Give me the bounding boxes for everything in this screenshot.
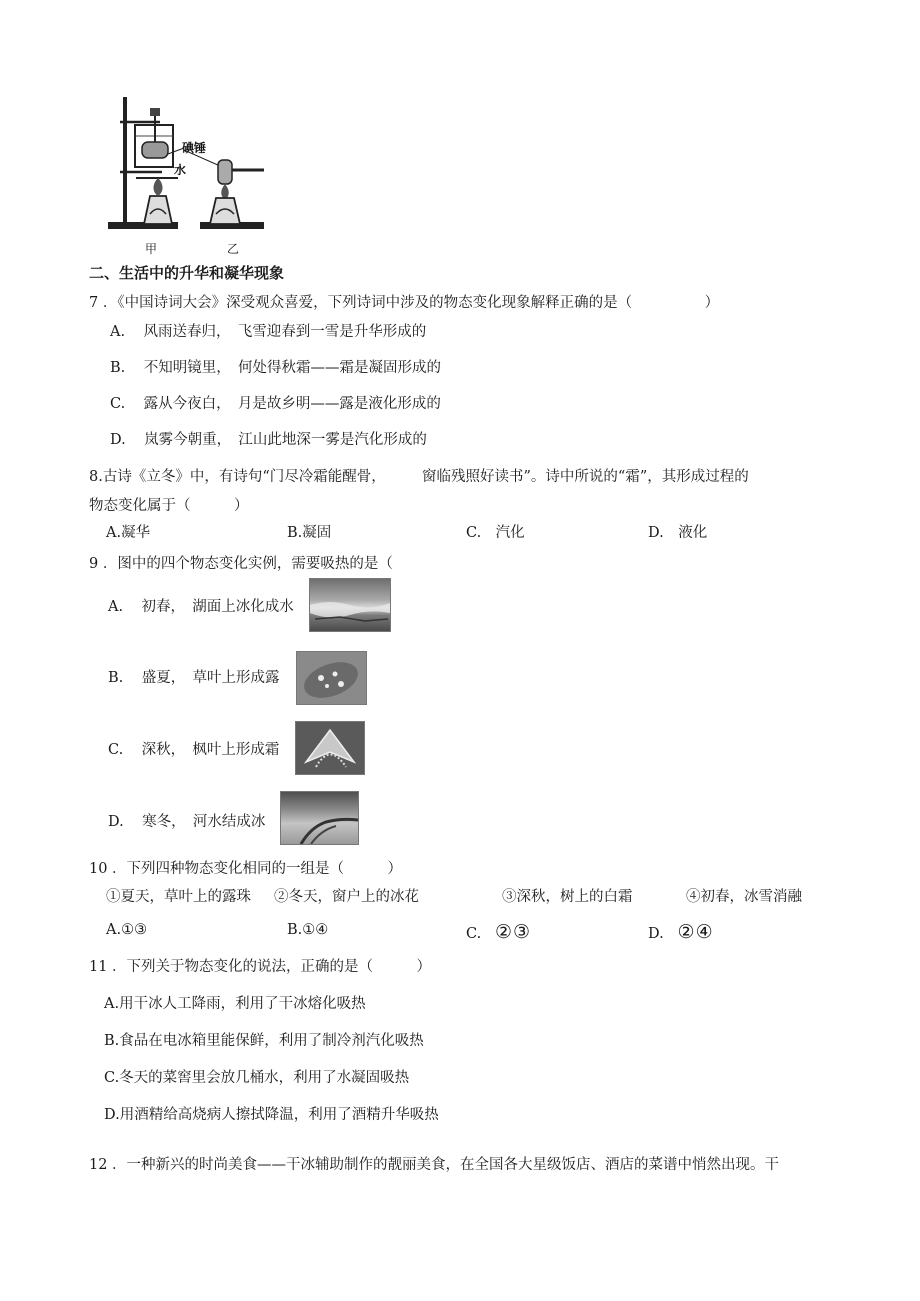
- q9-option-a-text: 初春， 湖面上冰化成水: [141, 599, 294, 615]
- q10-option-d-text: ②④: [677, 921, 714, 943]
- label-iodine-hammer: 碘锤: [182, 141, 207, 155]
- q8-option-b: B.凝固: [287, 525, 332, 541]
- q7-option-a-letter: A.: [110, 324, 126, 340]
- figure-caption-yi: 乙: [227, 242, 240, 256]
- q7-option-a: [110, 320, 426, 341]
- q10-option-b-text: ①④: [302, 922, 329, 938]
- q8-stem-line1: 8.古诗《立冬》中，有诗句“门尽冷霜能醒骨， 窗临残照好读书”。诗中所说的“霜”，其形成过程的: [89, 469, 749, 485]
- q10-item-4: ④初春，冰雪消融: [686, 889, 802, 905]
- q11-option-b: B.食品在电冰箱里能保鲜，利用了制冷剂汽化吸热: [104, 1033, 424, 1049]
- q10-item-1: ①夏天，草叶上的露珠: [106, 889, 251, 905]
- q10-item-2: ②冬天，窗户上的冰花: [274, 889, 419, 905]
- iodine-hammer-apparatus-figure: [100, 92, 280, 252]
- q12-stem: 12 ．一种新兴的时尚美食——干冰辅助制作的靓丽美食，在全国各大星级饭店、酒店的菜谱中悄然出现。干: [89, 1157, 780, 1173]
- q9-option-c: [108, 738, 279, 759]
- dew-leaf-graphic: [297, 652, 366, 704]
- q7-option-c-text: 露从今夜白， 月是故乡明——露是液化形成的: [143, 396, 441, 412]
- q9-image-dew-on-leaf: [296, 651, 367, 705]
- q9-option-d-letter: D.: [108, 814, 124, 830]
- q9-option-b-text: 盛夏， 草叶上形成露: [141, 670, 280, 686]
- q9-option-a: [108, 595, 294, 616]
- q9-option-a-letter: A.: [108, 599, 124, 615]
- q9-option-d-text: 寒冬， 河水结成冰: [142, 814, 266, 830]
- q11-option-a: A.用干冰人工降雨，利用了干冰熔化吸热: [104, 996, 366, 1012]
- q9-option-c-letter: C.: [108, 742, 124, 758]
- q10-option-d-letter: D.: [648, 926, 664, 942]
- q7-option-d-letter: D.: [110, 432, 126, 448]
- q10-option-b-letter: B.: [287, 922, 303, 938]
- q7-option-b-text: 不知明镜里， 何处得秋霜——霜是凝固形成的: [143, 360, 441, 376]
- q9-image-lake-ice-melting: [309, 578, 391, 632]
- q10-item-3: ③深秋，树上的白霜: [502, 889, 633, 905]
- q9-image-frozen-river: [280, 791, 359, 845]
- q10-option-d: [648, 920, 714, 943]
- q8-option-a: A.凝华: [106, 525, 151, 541]
- q11-option-c: C.冬天的菜窖里会放几桶水，利用了水凝固吸热: [104, 1070, 410, 1086]
- q9-option-b-letter: B.: [108, 670, 124, 686]
- q10-option-c-letter: C.: [466, 926, 482, 942]
- q7-option-c: [110, 392, 441, 413]
- frost-leaf-graphic: [296, 722, 364, 774]
- q10-stem: 10 ．下列四种物态变化相同的一组是（ ）: [89, 861, 403, 877]
- frozen-river-graphic: [281, 792, 358, 844]
- q7-option-a-text: 风雨送春归， 飞雪迎春到一雪是升华形成的: [143, 324, 427, 340]
- figure-caption-jia: 甲: [145, 242, 158, 256]
- q9-image-frost-on-maple-leaf: [295, 721, 365, 775]
- q7-option-d: [110, 428, 427, 449]
- q9-stem: 9 ．图中的四个物态变化实例，需要吸热的是（: [89, 556, 393, 572]
- q10-option-a-text: ①③: [121, 922, 148, 938]
- q9-option-d: [108, 810, 265, 831]
- q7-option-c-letter: C.: [110, 396, 126, 412]
- q9-option-c-text: 深秋， 枫叶上形成霜: [141, 742, 280, 758]
- q8-option-c: C. 汽化: [466, 525, 525, 541]
- q11-option-d: D.用酒精给高烧病人擦拭降温，利用了酒精升华吸热: [104, 1107, 439, 1123]
- section-title: 二、生活中的升华和凝华现象: [89, 264, 285, 282]
- q8-stem-line2: 物态变化属于（ ）: [89, 498, 249, 514]
- q11-stem: 11 ．下列关于物态变化的说法，正确的是（ ）: [89, 959, 432, 975]
- q9-option-b: [108, 666, 279, 687]
- label-water: 水: [174, 163, 187, 177]
- q7-stem: 7 ．《中国诗词大会》深受观众喜爱，下列诗词中涉及的物态变化现象解释正确的是（ ）: [89, 295, 720, 311]
- q10-option-c-text: ②③: [495, 921, 532, 943]
- q10-option-a-letter: A.: [106, 922, 122, 938]
- q10-option-a: [106, 922, 147, 938]
- q10-option-b: [287, 922, 328, 938]
- q7-option-b-letter: B.: [110, 360, 126, 376]
- q10-option-c: [466, 920, 531, 943]
- q7-option-d-text: 岚雾今朝重， 江山此地深一雾是汽化形成的: [144, 432, 427, 448]
- lake-ice-graphic: [310, 579, 390, 631]
- q7-option-b: [110, 356, 441, 377]
- q8-option-d: D. 液化: [648, 525, 708, 541]
